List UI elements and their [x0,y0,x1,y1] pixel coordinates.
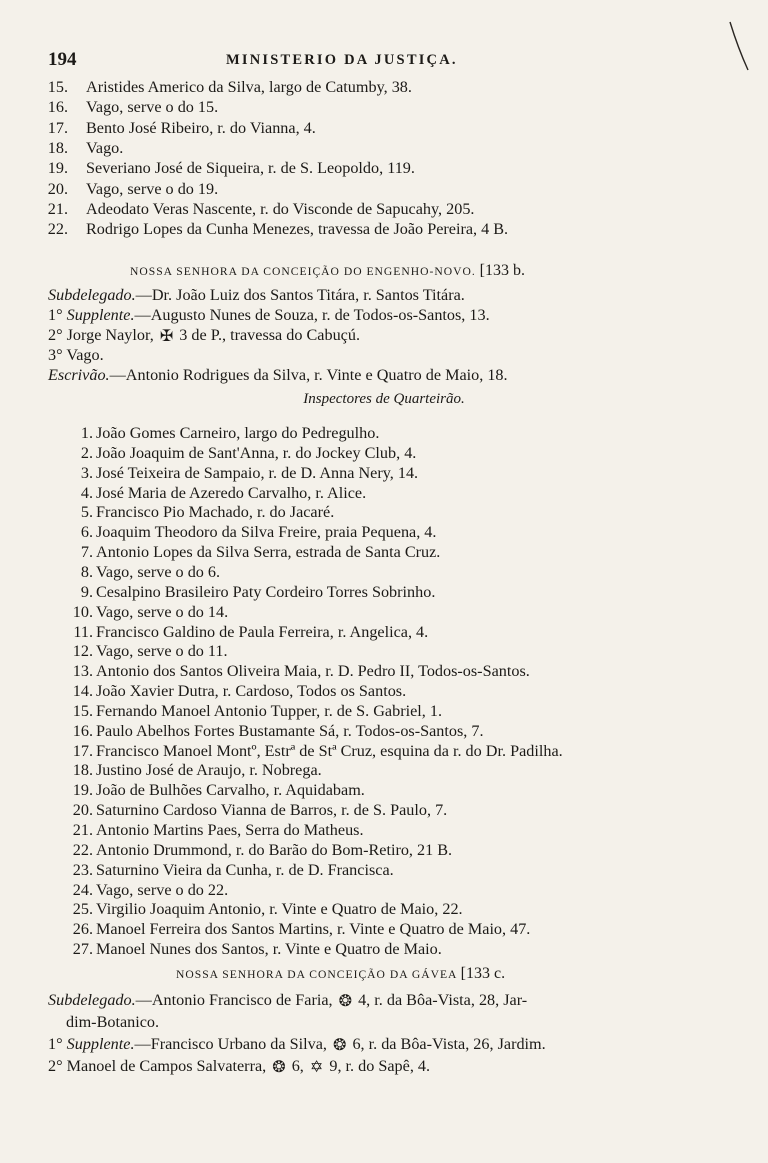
gavea-subdelegado-line [48,990,527,1012]
supplente-2-text-b: 3 de P., travessa do Cabuçú. [179,326,361,344]
item-number: 16. [72,721,93,740]
item-text: Fernando Manoel Antonio Tupper, r. de S. Gabriel, 1. [96,701,443,720]
gavea-subdelegado-cont [66,1012,159,1032]
item-text: Vago. [86,138,124,157]
item-text: Manoel Nunes dos Santos, r. Vinte e Quatro de Maio. [96,940,442,959]
subdelegado-text-c: dim-Botanico. [66,1013,160,1031]
item-text: Antonio dos Santos Oliveira Maia, r. D. Pedro II, Todos-os-Santos. [96,662,530,681]
subdelegado-line [48,285,465,305]
section-title-text: NOSSA SENHORA DA CONCEIÇÃO DA GÁVEA [176,968,457,981]
item-number: 6. [80,523,93,542]
item-number: 17. [47,118,68,137]
item-text: Aristides Americo da Silva, largo de Catumby, 38. [86,78,412,96]
item-text: Justino José de Araujo, r. Nobrega. [96,761,322,780]
item-number: 13. [72,662,93,681]
subdelegado-text: —Antonio Francisco de Faria, [135,991,333,1009]
running-title: MINISTERIO DA JUSTIÇA. [226,52,458,68]
star-icon: ✡ [309,1059,324,1076]
item-number: 27. [72,940,93,959]
item-text: João Joaquim de Sant'Anna, r. do Jockey Club, 4. [96,443,417,462]
item-number: 17. [72,741,93,760]
item-number: 12. [72,642,93,661]
item-text: Vago, serve o do 19. [86,179,219,198]
item-number: 22. [47,220,68,239]
supplente-1-text: —Augusto Nunes de Souza, r. de Todos-os-Santos, 13. [134,306,490,324]
section-title-engenho-novo [130,262,525,280]
medal-icon: ❂ [332,1037,347,1054]
item-number: 7. [80,543,93,562]
item-number: 20. [47,179,68,198]
item-number: 26. [72,920,93,939]
item-text: Paulo Abelhos Fortes Bustamante Sá, r. Todos-os-Santos, 7. [96,721,484,740]
item-number: 14. [72,682,93,701]
item-text: João Xavier Dutra, r. Cardoso, Todos os Santos. [96,682,407,701]
item-text: Francisco Galdino de Paula Ferreira, r. Angelica, 4. [96,622,429,641]
margin-pen-stroke [726,18,756,78]
inspectores-heading: Inspectores de Quarteirão. [303,391,465,407]
supplente-2-text: 2° Manoel de Campos Salvaterra, [48,1057,267,1075]
supplente-2-text: 2° Jorge Naylor, [48,326,154,344]
item-text: José Teixeira de Sampaio, r. de D. Anna Nery, 14. [96,463,419,482]
item-text: Antonio Lopes da Silva Serra, estrada de Santa Cruz. [96,543,441,562]
item-number: 10. [72,602,93,621]
item-number: 19. [47,159,68,178]
supplente-1-text-b: 6, r. da Bôa-Vista, 26, Jardim. [352,1035,546,1053]
item-text: Manoel Ferreira dos Santos Martins, r. Vinte e Quatro de Maio, 47. [96,920,531,939]
item-number: 8. [80,562,93,581]
item-number: 5. [80,503,93,522]
item-number: 20. [72,801,93,820]
supplente-2-text-b: 6, [291,1057,304,1075]
item-text: Bento José Ribeiro, r. do Vianna, 4. [86,118,316,137]
item-number: 3. [80,463,93,482]
section-reference: [133 b. [479,262,525,279]
supplente-2-line [48,325,360,347]
item-number: 15. [47,78,68,96]
item-text: Antonio Drummond, r. do Barão do Bom-Retiro, 21 B. [96,840,453,859]
item-number: 4. [80,483,93,502]
item-text: Rodrigo Lopes da Cunha Menezes, travessa de João Pereira, 4 B. [86,220,509,239]
gavea-supplente-1-line [48,1034,546,1056]
item-text: Joaquim Theodoro da Silva Freire, praia Pequena, 4. [96,523,437,542]
item-number: 2. [80,443,93,462]
item-text: Vago, serve o do 14. [96,602,229,621]
item-text: Francisco Manoel Montº, Estrª de Stª Cruz, esquina da r. do Dr. Padilha. [96,741,563,760]
supplente-1-line [48,305,490,325]
item-text: Vago, serve o do 6. [96,562,221,581]
item-number: 15. [72,701,93,720]
item-number: 1. [80,424,93,442]
escrivao-text: —Antonio Rodrigues da Silva, r. Vinte e Quatro de Maio, 18. [109,366,508,384]
item-text: João Gomes Carneiro, largo do Pedregulho. [96,424,380,442]
medal-icon: ❂ [338,993,353,1010]
section-title-gavea [176,965,505,983]
subdelegado-text: —Dr. João Luiz dos Santos Titára, r. Santos Titára. [135,286,465,304]
supplente-3-line [48,345,104,365]
escrivao-line [48,365,508,385]
item-text: Vago, serve o do 11. [96,642,228,661]
item-text: José Maria de Azeredo Carvalho, r. Alice. [96,483,367,502]
section-title-text: NOSSA SENHORA DA CONCEIÇÃO DO ENGENHO-NOVO. [130,265,476,278]
item-number: 24. [72,880,93,899]
item-number: 23. [72,860,93,879]
subdelegado-label: Subdelegado. [48,991,136,1009]
item-text: João de Bulhões Carvalho, r. Aquidabam. [96,781,365,800]
supplente-1-number: 1° [48,1035,67,1053]
supplente-3-text: 3° Vago. [48,346,104,364]
item-number: 18. [47,138,68,157]
item-number: 9. [80,582,93,601]
item-text: Francisco Pio Machado, r. do Jacaré. [96,503,335,522]
item-text: Adeodato Veras Nascente, r. do Visconde de Sapucahy, 205. [86,199,475,218]
item-text: Vago, serve o do 15. [86,98,219,117]
supplente-1-number: 1° [48,306,67,324]
item-text: Antonio Martins Paes, Serra do Matheus. [96,821,364,839]
item-text: Vago, serve o do 22. [96,880,229,899]
medal-icon: ❂ [272,1059,286,1076]
item-text: Saturnino Vieira da Cunha, r. de D. Francisca. [96,860,394,879]
item-number: 21. [72,821,93,839]
subdelegado-label: Subdelegado. [48,286,136,304]
subdelegado-text-b: 4, r. da Bôa-Vista, 28, Jar- [358,991,528,1009]
escrivao-label: Escrivão. [48,366,110,384]
item-number: 19. [72,781,93,800]
gavea-supplente-2-line [48,1056,430,1078]
item-text: Saturnino Cardoso Vianna de Barros, r. de S. Paulo, 7. [96,801,448,820]
supplente-1-label: Supplente. [66,306,135,324]
item-number: 16. [47,98,68,117]
item-text: Cesalpino Brasileiro Paty Cordeiro Torres Sobrinho. [96,582,436,601]
running-header [48,49,708,73]
supplente-2-text-c: 9, r. do Sapê, 4. [329,1057,431,1075]
item-text: Virgilio Joaquim Antonio, r. Vinte e Quatro de Maio, 22. [96,900,463,919]
item-number: 21. [47,199,68,218]
item-number: 18. [72,761,93,780]
order-cross-icon: ✠ [159,328,174,345]
supplente-1-text: —Francisco Urbano da Silva, [134,1035,327,1053]
supplente-1-label: Supplente. [66,1035,135,1053]
item-number: 11. [73,622,93,641]
item-number: 22. [72,840,93,859]
item-number: 25. [72,900,93,919]
section-reference: [133 c. [460,965,506,982]
page-number: 194 [48,49,77,70]
item-text: Severiano José de Siqueira, r. de S. Leopoldo, 119. [86,159,415,178]
